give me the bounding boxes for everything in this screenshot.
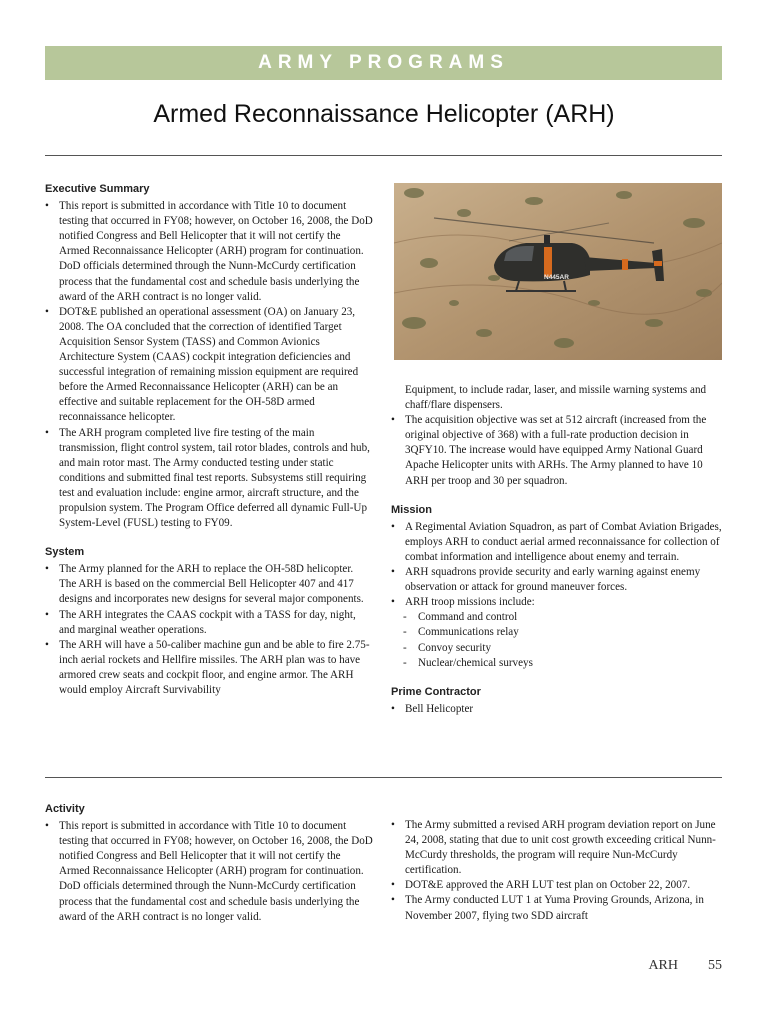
- system-continuation: Equipment, to include radar, laser, and missile warning systems and chaff/flare dispensers.: [405, 384, 707, 412]
- list-item: • DOT&E published an operational assessment (OA) on January 23, 2008. The OA concluded that the correction of identified Target Acquisition Sensor System (TASS) and Common Avionics Architecture System (CAAS) cockpit integration deficiencies and successful integration of remaining mission equipment are required before the Armed Reconnaissance Helicopter (ARH) can be an effective and suitable replacement for the OH-58D armed reconnaissance helicopter.: [45, 305, 373, 426]
- bottom-divider: [45, 777, 722, 778]
- helicopter-photo: [394, 183, 722, 360]
- mission-list: [391, 520, 722, 611]
- right-column-top: [391, 383, 722, 717]
- activity-list: [45, 819, 373, 925]
- list-item: • A Regimental Aviation Squadron, as part of Combat Aviation Brigades, employs ARH to conduct aerial armed reconnaissance for collection of combat information and intelligence about enemy and terrain.: [391, 520, 722, 565]
- executive-summary-heading: Executive Summary: [45, 183, 150, 195]
- section-banner: ARMY PROGRAMS: [45, 46, 722, 80]
- system-list: [45, 562, 373, 698]
- footer-label: ARH: [648, 958, 678, 973]
- page-number: 55: [708, 958, 722, 973]
- executive-summary-list: [45, 199, 373, 531]
- list-item: - Command and control: [391, 610, 722, 625]
- prime-contractor-list: [391, 702, 722, 717]
- activity-heading: Activity: [45, 803, 85, 815]
- list-item: - Communications relay: [391, 625, 722, 640]
- list-item: • The ARH will have a 50-caliber machine gun and be able to fire 2.75-inch aerial rockets and Hellfire missiles. The ARH plan was to have armored crew seats and cockpit floor, and engine armor. The ARH would employ Aircraft Survivability: [45, 638, 373, 698]
- activity-right-column: [391, 818, 722, 924]
- prime-contractor-heading: Prime Contractor: [391, 685, 481, 698]
- list-item: • The Army conducted LUT 1 at Yuma Proving Grounds, Arizona, in November 2007, flying two SDD aircraft: [391, 893, 722, 923]
- list-item: • The acquisition objective was set at 512 aircraft (increased from the original objective of 368) with a full-rate production decision in 3QFY10. The increase would have equipped Army National Guard Apache Helicopter units with ARHs. The Army planned to have 10 ARH per troop and 30 per squadron.: [391, 413, 722, 488]
- list-item: - Convoy security: [391, 641, 722, 656]
- page-title: Armed Reconnaissance Helicopter (ARH): [153, 100, 615, 128]
- list-item: • The ARH integrates the CAAS cockpit with a TASS for day, night, and marginal weather operations.: [45, 608, 373, 638]
- list-item: • ARH troop missions include:: [391, 595, 722, 610]
- list-item: • DOT&E approved the ARH LUT test plan on October 22, 2007.: [391, 878, 722, 893]
- list-item: • Bell Helicopter: [391, 702, 722, 717]
- list-item: • The Army planned for the ARH to replace the OH-58D helicopter. The ARH is based on the commercial Bell Helicopter 407 and 417 designs and incorporates new designs for several major components.: [45, 562, 373, 607]
- tail-number: N445AR: [544, 274, 569, 281]
- system-list-continued: [391, 413, 722, 488]
- activity-list-right: [391, 818, 722, 924]
- activity-left-column: [45, 802, 373, 925]
- mission-heading: Mission: [391, 503, 432, 516]
- list-item: • The ARH program completed live fire testing of the main transmission, flight control system, tail rotor blades, controls and hub, and main rotor mast. The Army conducted testing under static conditions and submitted final test reports. Subsystems still requiring test and evaluation include: engine armor, aircraft structure, and the propulsion system. The Program Office deferred all dynamic Full-Up System-Level (FUSL) testing to FY09.: [45, 426, 373, 532]
- list-item: • ARH squadrons provide security and early warning against enemy observation or attack for ground maneuver forces.: [391, 565, 722, 595]
- list-item: • This report is submitted in accordance with Title 10 to document testing that occurred in FY08; however, on October 16, 2008, the DoD notified Congress and Bell Helicopter that it will not certify the Armed Reconnaissance Helicopter (ARH) program for continuation. DoD officials determined through the Nunn-McCurdy certification process that the fundamental cost and schedule basis underlying the award of the ARH contract is no longer valid.: [45, 199, 373, 305]
- system-heading: System: [45, 546, 85, 559]
- mission-sub-list: [391, 610, 722, 670]
- list-item: • This report is submitted in accordance with Title 10 to document testing that occurred in FY08; however, on October 16, 2008, the DoD notified Congress and Bell Helicopter that it will not certify the Armed Reconnaissance Helicopter (ARH) program for continuation. DoD officials determined through the Nunn-McCurdy certification process that the fundamental cost and schedule basis underlying the award of the ARH contract is no longer valid.: [45, 819, 373, 925]
- list-item: • The Army submitted a revised ARH program deviation report on June 24, 2008, stating that due to unit cost growth exceeding critical Nunn-McCurdy thresholds, the program will require Nun-McCurdy certification.: [391, 818, 722, 878]
- page-footer: [648, 958, 722, 974]
- list-item: - Nuclear/chemical surveys: [391, 656, 722, 671]
- top-divider: [45, 155, 722, 156]
- left-column-top: [45, 182, 373, 698]
